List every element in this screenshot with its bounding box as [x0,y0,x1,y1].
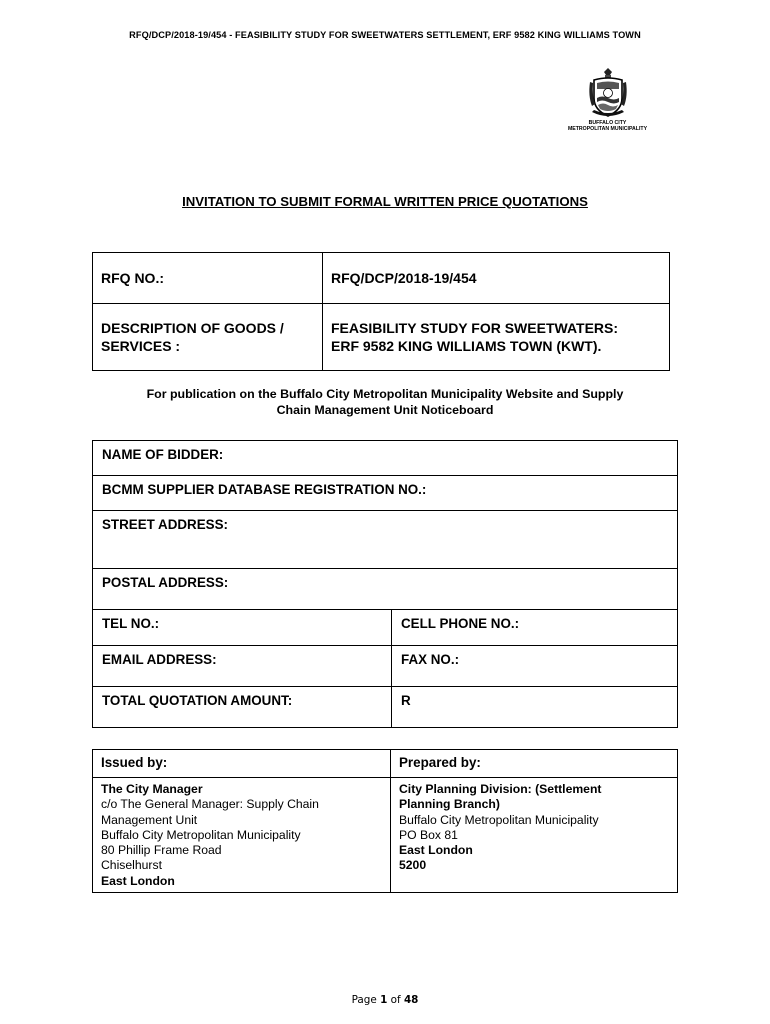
page-word: Page [351,994,377,1006]
total-amount-row [93,687,678,728]
issued-body-row [93,778,678,893]
description-row [93,304,670,371]
issued-line: Buffalo City Metropolitan Municipality [101,827,301,842]
publication-line1: For publication on the Buffalo City Metropolitan Municipality Website and Supply [146,387,624,401]
logo-text-line1: BUFFALO CITY [588,120,627,126]
email-fax-row [93,646,678,687]
of-word: of [390,994,401,1006]
description-value-line2: ERF 9582 KING WILLIAMS TOWN (KWT). [331,338,602,354]
prepared-by-label: Prepared by: [391,750,678,778]
issued-prepared-table [92,749,678,893]
prepared-line: PO Box 81 [399,827,458,842]
logo-text-line2: METROPOLITAN MUNICIPALITY [567,126,648,132]
bidder-name-row [93,441,678,476]
street-address-row [93,511,678,569]
issued-line: East London [101,873,175,888]
postal-address-row [93,569,678,610]
cell-number-field[interactable]: CELL PHONE NO.: [392,610,678,646]
rfq-number-value: RFQ/DCP/2018-19/454 [323,253,670,304]
description-label-line1: DESCRIPTION OF GOODS / [101,320,284,336]
issued-line: The City Manager [101,782,203,796]
description-value [323,304,670,371]
total-quotation-label: TOTAL QUOTATION AMOUNT: [93,687,392,728]
registration-number-field[interactable]: BCMM SUPPLIER DATABASE REGISTRATION NO.: [93,476,678,511]
issued-line: Chiselhurst [101,858,162,873]
page-number: 1 [380,994,388,1006]
tel-number-field[interactable]: TEL NO.: [93,610,392,646]
rfq-table [92,252,670,371]
rfq-number-label: RFQ NO.: [93,253,323,304]
email-address-field[interactable]: EMAIL ADDRESS: [93,646,392,687]
bidder-name-field[interactable]: NAME OF BIDDER: [93,441,678,476]
description-label [93,304,323,371]
registration-row [93,476,678,511]
description-label-line2: SERVICES : [101,338,181,354]
publication-line2: Chain Management Unit Noticeboard [276,403,494,417]
publication-notice [92,386,678,418]
rfq-number-row [93,253,670,304]
issued-line: 80 Phillip Frame Road [101,843,222,858]
prepared-line: City Planning Division: (Settlement [399,782,602,796]
issued-header-row [93,750,678,778]
municipality-logo [560,66,655,144]
prepared-line: East London [399,843,473,858]
page-total: 48 [403,994,419,1006]
issued-by-address [93,778,391,893]
bidder-details-form [92,440,678,728]
prepared-line: 5200 [399,858,427,873]
phone-row [93,610,678,646]
prepared-by-address [391,778,678,893]
issued-line: Management Unit [101,812,198,827]
postal-address-field[interactable]: POSTAL ADDRESS: [93,569,678,610]
total-quotation-field[interactable]: R [392,687,678,728]
prepared-line: Buffalo City Metropolitan Municipality [399,812,599,827]
document-title: INVITATION TO SUBMIT FORMAL WRITTEN PRICE QUOTATIONS [182,194,588,209]
prepared-line: Planning Branch) [399,797,500,812]
fax-number-field[interactable]: FAX NO.: [392,646,678,687]
street-address-field[interactable]: STREET ADDRESS: [93,511,678,569]
description-value-line1: FEASIBILITY STUDY FOR SWEETWATERS: [331,320,619,336]
coat-of-arms-icon [586,66,630,120]
issued-line: c/o The General Manager: Supply Chain [101,797,319,812]
page-footer [0,994,770,1006]
issued-by-label: Issued by: [93,750,391,778]
running-header: RFQ/DCP/2018-19/454 - FEASIBILITY STUDY FOR SWEETWATERS SETTLEMENT, ERF 9582 KING WILLIAMS TOWN [129,30,641,40]
